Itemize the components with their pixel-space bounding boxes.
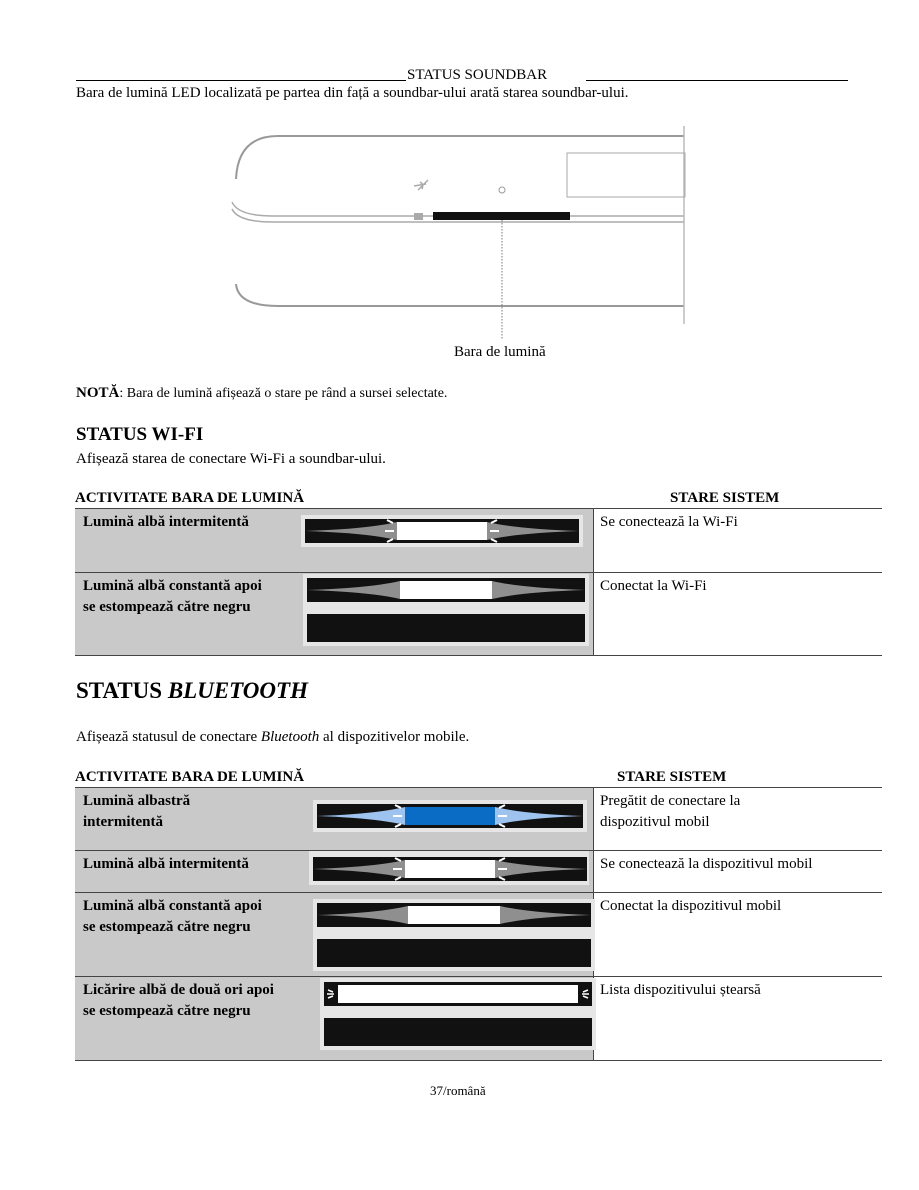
desc-b: al dispozitivelor mobile. [319, 729, 470, 745]
col-state-header: STARE SISTEM [617, 769, 727, 785]
wifi-description: Afișează starea de conectare Wi-Fi a soundbar-ului. [76, 451, 386, 467]
page-number: 37/română [430, 1083, 486, 1098]
intro-text: Bara de lumină LED localizată pe partea din față a soundbar-ului arată starea soundbar-ului. [76, 85, 629, 101]
system-state: Conectat la Wi-Fi [600, 578, 707, 594]
system-state: Conectat la dispozitivul mobil [600, 898, 782, 914]
light-bar-graphic [301, 515, 583, 547]
steady-white-light-icon [307, 578, 585, 602]
light-bar-graphic [309, 851, 589, 885]
activity-label: Lumină albă intermitentă [83, 856, 249, 872]
table-row [75, 977, 882, 1061]
flash-white-light-icon [313, 857, 587, 881]
flash-blue-light-icon [317, 804, 583, 828]
note-text: : Bara de lumină afișează o stare pe rând a sursei selectate. [119, 386, 448, 401]
title-plain: STATUS [76, 678, 168, 703]
light-bar-graphic [313, 800, 587, 832]
wifi-status-table [75, 490, 882, 656]
bluetooth-description [76, 728, 469, 746]
title-italic: BLUETOOTH [167, 678, 308, 703]
bluetooth-section-title [76, 678, 308, 704]
wifi-section-title: STATUS WI-FI [76, 424, 204, 445]
bluetooth-status-table [75, 769, 882, 1061]
note-label: NOTĂ [76, 385, 120, 401]
twice-white-light-icon [324, 982, 592, 1006]
light-bar-graphic [320, 978, 596, 1050]
desc-a: Afișează statusul de conectare [76, 729, 261, 745]
col-activity-header: ACTIVITATE BARA DE LUMINĂ [75, 490, 305, 506]
black-light-icon [324, 1018, 592, 1046]
system-state: Pregătit de conectare la dispozitivul mobil [600, 793, 741, 830]
steady-white-light-icon [317, 903, 591, 927]
table-row [75, 509, 882, 573]
activity-label: Lumină albă constantă apoi se estompează către negru [83, 578, 262, 615]
col-activity-header: ACTIVITATE BARA DE LUMINĂ [75, 769, 305, 785]
soundbar-illustration [228, 124, 688, 344]
activity-label: Licărire albă de două ori apoi se estompează către negru [83, 982, 274, 1019]
activity-label: Lumină albă intermitentă [83, 514, 249, 530]
col-state-header: STARE SISTEM [670, 490, 780, 506]
system-state: Se conectează la Wi-Fi [600, 514, 738, 530]
black-light-icon [317, 939, 591, 967]
light-bar [433, 212, 570, 220]
table-row [75, 851, 882, 893]
table-row [75, 573, 882, 656]
table-row [75, 788, 882, 851]
flash-white-light-icon [305, 519, 579, 543]
system-state: Se conectează la dispozitivul mobil [600, 856, 813, 872]
note [76, 384, 447, 403]
desc-italic: Bluetooth [260, 729, 320, 745]
figure-caption: Bara de lumină [454, 344, 546, 360]
activity-label: Lumină albastră intermitentă [83, 793, 191, 830]
light-bar-graphic [303, 574, 589, 646]
header-rule-right [586, 80, 848, 81]
header-title: STATUS SOUNDBAR [407, 67, 548, 83]
activity-label: Lumină albă constantă apoi se estompează către negru [83, 898, 262, 935]
system-state: Lista dispozitivului ștearsă [600, 982, 761, 998]
action-button-icon [499, 187, 505, 193]
light-bar-graphic [313, 899, 595, 971]
black-light-icon [307, 614, 585, 642]
table-row [75, 893, 882, 977]
mic-off-icon [414, 180, 428, 190]
header-rule-left [76, 80, 406, 81]
